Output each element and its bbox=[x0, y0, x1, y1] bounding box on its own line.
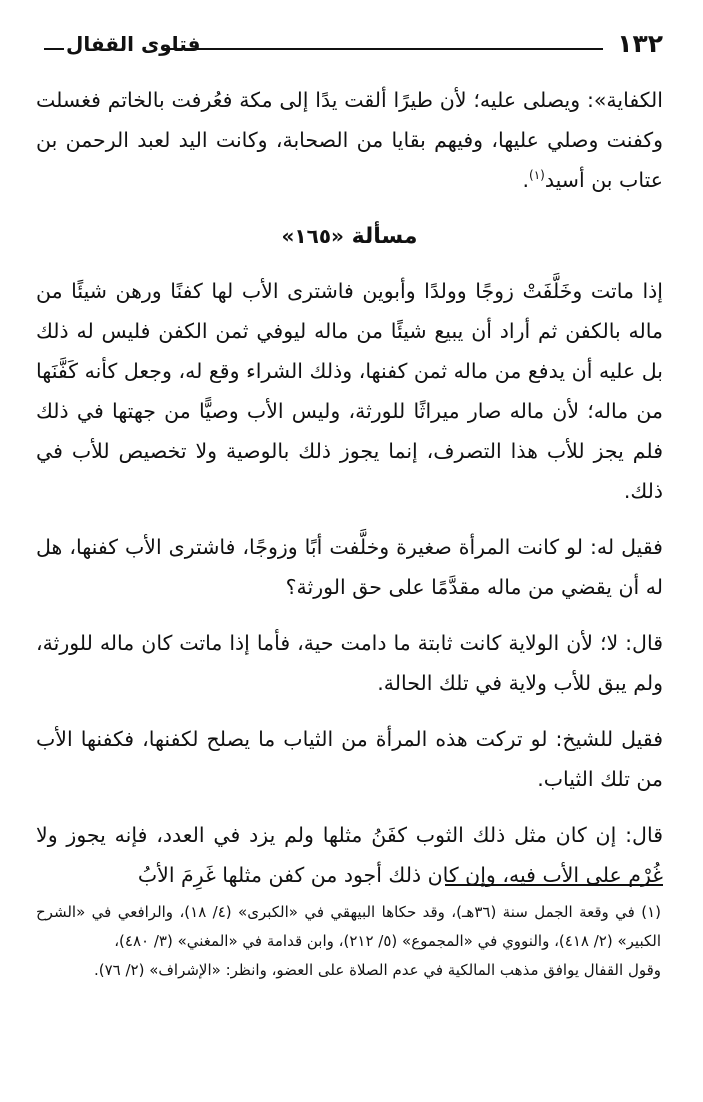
footnote-text: وقول القفال يوافق مذهب المالكية في عدم الصلاة على العضو، وانظر: «الإشراف» (٢/ ٧٦). bbox=[93, 961, 661, 979]
paragraph: فقيل له: لو كانت المرأة صغيرة وخلَّفت أبًا وزوجًا، فاشترى الأب كفنها، هل له أن يقضي من ماله مقدَّمًا على حق الورثة؟ bbox=[36, 535, 663, 599]
paragraph: فقيل للشيخ: لو تركت هذه المرأة من الثياب ما يصلح لكفنها، فكفنها الأب من تلك الثياب. bbox=[36, 727, 663, 791]
footnote-separator bbox=[445, 884, 663, 886]
running-title: فتاوى القفال bbox=[66, 32, 201, 56]
header-dash bbox=[44, 48, 64, 50]
opening-paragraph-text: الكفاية»: ويصلى عليه؛ لأن طيرًا ألقت يدًا إلى مكة فعُرفت بالخاتم فغسلت وكفنت وصلي عليها، وفيهم بقايا من الصحابة، وكانت اليد لعبد الرحمن بن عتاب بن أسيد bbox=[36, 88, 663, 192]
issue-heading-label: مسألة bbox=[351, 224, 418, 249]
body-text bbox=[36, 80, 663, 911]
paragraph: قال: إن كان مثل ذلك الثوب كفَنُ مثلها ولم يزد في العدد، فإنه يجوز ولا غُرْم على الأب فيه، وإن كان ذلك أجود من كفن مثلها غَرِمَ الأبُ bbox=[36, 823, 663, 887]
footnote-reference: (١) bbox=[529, 168, 545, 183]
paragraph: إذا ماتت وخَلَّفَتْ زوجًا وولدًا وأبوين فاشترى الأب لها كفنًا ورهن شيئًا من ماله بالكفن ثم أراد أن يبيع شيئًا من ماله ليوفي ثمن الكفن فليس له ذلك بل عليه أن يدفع من ماله ثمن كفنها، وذلك الشراء وقع له، وجعل كأنه كَفَّنَها من ماله؛ لأن ماله صار ميراثًا للورثة، وليس الأب وصيًّا من جهتها في ذلك فلم يجز للأب هذا التصرف، إنما يجوز ذلك بالوصية ولا تخصيص للأب في ذلك. bbox=[36, 279, 663, 503]
page-header bbox=[44, 28, 663, 60]
opening-paragraph: الكفاية»: ويصلى عليه؛ لأن طيرًا ألقت يدًا إلى مكة فعُرفت بالخاتم فغسلت وكفنت وصلي عليها، وفيهم بقايا من الصحابة، وكانت اليد لعبد الرحمن بن عتاب بن أسيد$^{(١)}$. bbox=[36, 88, 663, 192]
page-number: ١٣٢ bbox=[617, 29, 663, 58]
footnotes bbox=[36, 898, 661, 985]
issue-heading bbox=[36, 216, 663, 257]
paragraph: قال: لا؛ لأن الولاية كانت ثابتة ما دامت حية، فأما إذا ماتت كان ماله للورثة، ولم يبق للأب ولاية في تلك الحالة. bbox=[36, 631, 663, 695]
footnote-text: (١) في وقعة الجمل سنة (٣٦هـ)، وقد حكاها البيهقي في «الكبرى» (٤/ ١٨)، والرافعي في «الشرح الكبير» (٢/ ٤١٨)، والنووي في «المجموع» (٥/ ٢١٢)، وابن قدامة في «المغني» (٣/ ٤٨٠)، bbox=[36, 903, 661, 950]
header-rule bbox=[162, 48, 603, 50]
issue-number: «١٦٥» bbox=[281, 224, 344, 248]
